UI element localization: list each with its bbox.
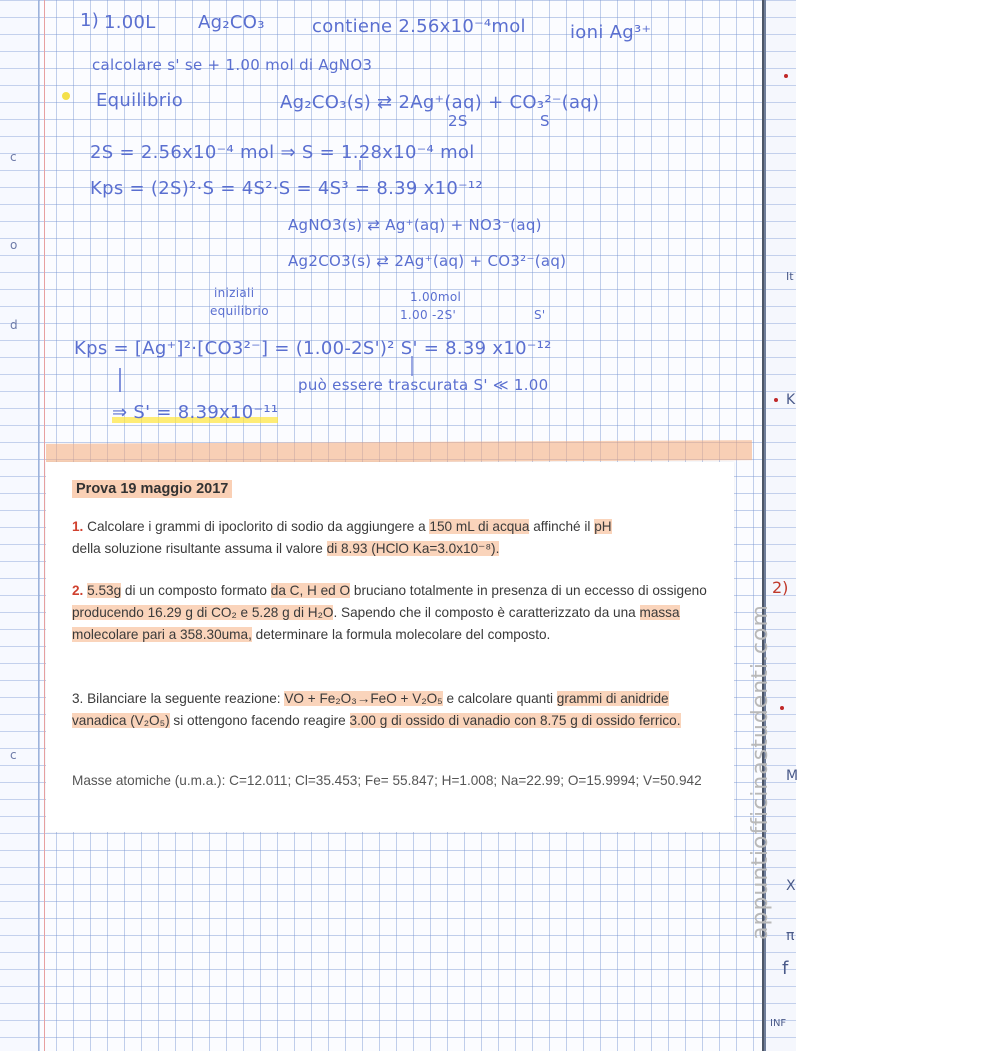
note-negligible: può essere trascurata S' ≪ 1.00 [298,376,549,394]
right-mark: f [782,958,789,979]
note-result: ⇒ S' = 8.39x10⁻¹¹ [112,402,279,423]
question-3 [72,688,712,732]
right-mark: 2) [772,578,789,597]
orange-highlight-band [46,440,752,464]
q2-text: di un composto formato [121,583,271,598]
q1-text: della soluzione risultante assuma il valore [72,541,327,556]
note-salt: Ag₂CO₃ [198,12,265,33]
margin-mark: c [10,748,17,762]
q2-hl-mass: 5.53g [87,583,122,598]
note-sub-s: S [540,112,550,130]
red-dot [774,398,778,402]
red-dot [780,706,784,710]
note-equilibrium-eq: Ag₂CO₃(s) ⇄ 2Ag⁺(aq) + CO₃²⁻(aq) [280,92,600,113]
exam-title: Prova 19 maggio 2017 [72,480,232,498]
right-mark: π [786,928,795,944]
question-2 [72,580,712,646]
exam-sheet [46,462,734,832]
q1-hl-value: di 8.93 (HClO Ka=3.0x10⁻⁸). [326,541,500,556]
q2-text: determinare la formula molecolare del composto. [251,627,551,642]
margin-mark: o [10,238,18,252]
note-volume: 1.00L [104,12,156,33]
note-contains: contiene 2.56x10⁻⁴mol [312,16,526,37]
q2-hl-products: producendo 16.29 g di CO₂ e 5.28 g di H₂O [72,605,334,620]
note-q-number: 1) [80,10,100,31]
q3-hl-reagents: 3.00 g di ossido di vanadio con 8.75 g di ossido ferrico. [349,713,681,728]
right-mark: K [786,392,796,408]
atomic-masses: Masse atomiche (u.m.a.): C=12.011; Cl=35.453; Fe= 55.847; H=1.008; Na=22.99; O=15.9994; V=50.942 [72,773,702,788]
note-1mol: 1.00mol [410,290,462,304]
margin-mark: c [10,150,17,164]
note-equilibrium-label: Equilibrio [96,90,184,111]
q2-text: bruciano totalmente in presenza di un eccesso di ossigeno [350,583,707,598]
note-kps-expr: Kps = [Ag⁺]²·[CO3²⁻] = (1.00-2S')² S' = 8.39 x10⁻¹² [74,338,552,359]
q2-hl-elements: da C, H ed O [270,583,351,598]
note-initial: iniziali [214,286,255,300]
note-task: calcolare s' se + 1.00 mol di AgNO3 [92,56,373,74]
q3-text: e calcolare quanti [442,691,557,706]
note-2s: 2S = 2.56x10⁻⁴ mol ⇒ S = 1.28x10⁻⁴ mol [90,142,475,163]
q3-text: 3. Bilanciare la seguente reazione: [72,691,285,706]
right-mark: X [786,878,796,894]
q1-text: Calcolare i grammi di ipoclorito di sodio da aggiungere a [87,519,430,534]
right-mark: M [786,768,799,784]
note-1-minus-2s: 1.00 -2S' [400,308,457,322]
q3-hl-grams: grammi di anidride vanadica (V₂O₅) [72,691,669,728]
question-1 [72,516,712,560]
q2-text: . Sapendo che il composto è caratterizzato da una [333,605,640,620]
q1-text: affinché il [529,519,595,534]
right-mark: INF [770,1018,787,1029]
right-mark: It [786,270,794,283]
q1-hl-volume: 150 mL di acqua [429,519,530,534]
red-dot [784,74,788,78]
note-agno3-eq: AgNO3(s) ⇄ Ag⁺(aq) + NO3⁻(aq) [288,216,542,234]
q3-text: si ottengono facendo reagire [169,713,350,728]
q1-hl-ph: pH [594,519,612,534]
note-ag2co3-eq: Ag2CO3(s) ⇄ 2Ag⁺(aq) + CO3²⁻(aq) [288,252,567,270]
note-kps: Kps = (2S)²·S = 4S²·S = 4S³ = 8.39 x10⁻¹² [90,178,483,199]
question-1-number: 1. [72,519,84,534]
question-2-number: 2. [72,583,84,598]
q3-hl-reaction: VO + Fe₂O₃→FeO + V₂O₅ [284,691,443,706]
note-sub-2s: 2S [448,112,468,130]
note-ions: ioni Ag³⁺ [570,22,652,43]
note-s-prime: S' [534,308,546,322]
note-equilibrium: equilibrio [210,304,269,318]
margin-mark: d [10,318,18,332]
q2-hl-molmass: massa molecolare pari a 358.30uma, [72,605,680,642]
watermark: appuntiofficinastudenti.com [748,604,773,940]
